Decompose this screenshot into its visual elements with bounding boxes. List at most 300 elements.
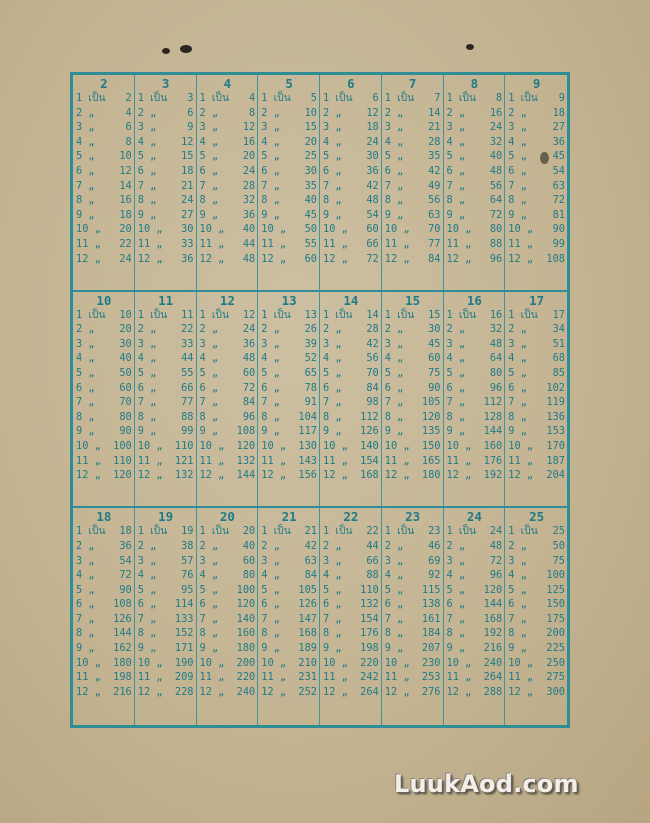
table-title: 9 [532,76,541,91]
multiplier: 1 เป็น [261,525,291,538]
table-row [138,322,194,337]
multiplier: 4 „ [384,135,404,148]
product: 13 [304,308,317,321]
multiplier: 10 „ [446,440,472,452]
table-row [323,366,379,381]
multiplier: 1 เป็น [199,92,229,104]
multiplier: 7 „ [323,179,342,192]
table-row [385,149,441,164]
product: 60 [119,381,132,394]
product: 63 [304,554,317,567]
table-row [261,439,317,454]
product: 114 [174,598,194,611]
multiplier: 12 „ [508,469,534,482]
table-row [76,179,132,194]
product: 10 [304,106,317,119]
multiplier: 11 „ [384,671,410,684]
product: 240 [483,656,503,669]
multiplier: 3 „ [261,337,280,350]
product: 50 [119,367,132,380]
table-row [447,164,503,179]
table-row [385,568,441,583]
multiplier: 9 „ [384,208,404,221]
product: 15 [181,150,194,163]
multiplier: 12 „ [446,469,472,482]
product: 150 [546,598,565,611]
table-row [76,106,132,121]
table-row [76,237,132,252]
table-row [323,135,379,150]
table-row [261,135,317,150]
product: 48 [242,352,256,365]
table-row [323,612,379,627]
table-row [447,351,503,366]
product: 120 [421,410,441,423]
multiplier: 8 „ [137,194,157,207]
product: 77 [428,237,441,250]
product: 4 [249,92,256,104]
product: 42 [366,337,379,350]
product: 84 [366,381,379,394]
multiplier: 1 เป็น [323,525,353,538]
table-row [508,91,565,106]
table-row [138,554,194,569]
product: 60 [428,352,441,365]
multiplier: 7 „ [76,179,95,192]
multiplier: 10 „ [137,440,163,452]
table-row [200,454,256,469]
product: 30 [304,164,317,177]
product: 253 [421,671,441,684]
table-row [261,337,317,352]
multiplier: 7 „ [137,179,157,192]
table-row [447,568,503,583]
table-row [447,252,503,267]
product: 154 [360,612,379,625]
multiplier: 7 „ [384,179,404,192]
product: 64 [489,352,503,365]
multiplier: 7 „ [446,396,466,409]
product: 171 [174,642,194,655]
product: 22 [366,525,379,538]
product: 126 [113,612,132,625]
table-row [447,583,503,598]
product: 144 [483,598,503,611]
product: 77 [181,396,194,409]
product: 112 [483,396,503,409]
product: 40 [489,150,503,163]
table-row [323,179,379,194]
table-row [76,524,132,539]
multiplier: 11 „ [446,671,472,684]
product: 33 [181,237,194,250]
table-row [200,337,256,352]
product: 16 [119,194,132,207]
product: 24 [366,135,379,148]
multiplier: 9 „ [384,642,404,655]
table-title: 14 [343,292,359,308]
multiplier: 6 „ [384,598,404,611]
product: 154 [360,454,379,467]
product: 21 [428,121,441,134]
table-row [261,656,317,671]
table-row [200,179,256,194]
multiplier: 11 „ [323,671,348,684]
product: 48 [489,164,503,177]
product: 133 [174,612,194,625]
multiplier: 2 „ [261,539,280,552]
product: 60 [304,252,317,265]
table-row [508,583,565,598]
multiplier: 4 „ [261,569,280,582]
product: 100 [113,440,132,452]
table-block-4 [197,75,259,292]
table-row [76,366,132,381]
table-row [508,222,565,237]
table-row [508,424,565,439]
table-row [261,641,317,656]
multiplier: 7 „ [446,612,466,625]
table-row [323,568,379,583]
table-row [508,539,565,554]
product: 120 [483,583,503,596]
multiplier: 2 „ [323,539,342,552]
multiplier: 8 „ [384,194,404,207]
table-row [385,424,441,439]
product: 120 [236,598,256,611]
table-row [200,308,256,323]
multiplier: 8 „ [137,410,157,423]
table-row [508,179,565,194]
table-row [76,468,132,483]
table-row [508,193,565,208]
table-row [447,656,503,671]
product: 20 [119,323,132,336]
product: 26 [304,323,317,336]
product: 102 [546,381,565,394]
table-row [323,222,379,237]
table-row [138,641,194,656]
multiplier: 1 เป็น [384,308,415,321]
multiplier: 5 „ [137,150,157,163]
multiplier: 9 „ [446,425,466,438]
multiplier: 8 „ [261,194,280,207]
table-row [323,641,379,656]
multiplier: 10 „ [446,656,472,669]
product: 25 [304,150,317,163]
multiplier: 5 „ [76,367,95,380]
multiplier: 6 „ [261,598,280,611]
multiplier: 8 „ [323,627,342,640]
product: 36 [181,252,194,265]
table-row [508,135,565,150]
table-row [261,670,317,685]
table-row [323,468,379,483]
multiplier: 6 „ [446,381,466,394]
product: 105 [298,583,317,596]
table-row [138,439,194,454]
multiplier: 6 „ [76,381,95,394]
multiplier: 2 „ [508,323,527,336]
product: 22 [181,323,194,336]
multiplier: 4 „ [323,569,342,582]
product: 72 [366,252,379,265]
multiplier: 10 „ [508,223,534,236]
multiplier: 3 „ [384,554,404,567]
table-row [508,685,565,700]
table-row [261,106,317,121]
multiplier: 5 „ [384,583,404,596]
product: 81 [552,208,565,221]
product: 90 [119,583,132,596]
table-row [200,252,256,267]
multiplier: 6 „ [384,381,404,394]
multiplier: 10 „ [323,223,348,236]
table-row [385,308,441,323]
product: 198 [360,642,379,655]
multiplier: 4 „ [446,135,466,148]
multiplier: 12 „ [446,685,472,698]
product: 138 [421,598,441,611]
multiplier: 4 „ [446,352,466,365]
product: 88 [489,237,503,250]
table-block-13 [258,292,320,509]
multiplier: 12 „ [76,685,101,698]
product: 23 [428,525,441,538]
product: 54 [119,554,132,567]
table-row [447,395,503,410]
product: 92 [428,569,441,582]
table-row [323,193,379,208]
product: 180 [113,656,132,669]
product: 240 [236,685,256,698]
multiplier: 4 „ [323,352,342,365]
table-row [447,135,503,150]
multiplier: 2 „ [261,323,280,336]
product: 132 [236,454,256,467]
product: 80 [119,410,132,423]
table-row [76,641,132,656]
multiplier: 10 „ [76,223,101,236]
product: 126 [360,425,379,438]
table-row [76,222,132,237]
table-row [508,568,565,583]
table-row [200,568,256,583]
product: 144 [236,469,256,482]
product: 100 [546,569,565,582]
table-block-16 [444,292,506,509]
table-row [385,237,441,252]
table-row [261,149,317,164]
table-row [323,120,379,135]
multiplier: 5 „ [76,150,95,163]
multiplier: 2 „ [384,539,404,552]
product: 96 [489,569,503,582]
multiplier: 7 „ [137,612,157,625]
product: 63 [428,208,441,221]
product: 24 [242,164,256,177]
multiplier: 4 „ [446,569,466,582]
table-row [200,120,256,135]
table-row [385,454,441,469]
table-row [76,135,132,150]
table-block-8 [444,75,506,292]
multiplier: 3 „ [199,121,219,134]
table-row [261,524,317,539]
table-row [138,410,194,425]
product: 5 [310,92,317,104]
table-row [76,424,132,439]
product: 189 [298,642,317,655]
table-row [200,626,256,641]
table-row [261,554,317,569]
table-row [447,337,503,352]
table-row [138,308,194,323]
multiplier: 2 „ [137,539,157,552]
multiplier: 6 „ [137,381,157,394]
multiplier: 8 „ [508,627,527,640]
product: 160 [483,440,503,452]
multiplier: 8 „ [446,194,466,207]
table-row [447,468,503,483]
product: 24 [242,323,256,336]
table-title: 4 [223,76,232,91]
product: 135 [421,425,441,438]
multiplier: 12 „ [137,469,163,482]
table-row [508,410,565,425]
multiplier: 4 „ [137,135,157,148]
table-block-22 [320,508,382,725]
multiplier: 8 „ [261,410,280,423]
multiplier: 9 „ [199,208,219,221]
multiplier: 11 „ [446,454,472,467]
table-row [447,597,503,612]
table-row [261,366,317,381]
multiplier: 3 „ [323,337,342,350]
product: 120 [236,440,256,452]
table-row [261,164,317,179]
product: 72 [489,208,503,221]
table-row [447,179,503,194]
multiplier: 7 „ [446,179,466,192]
multiplier: 6 „ [323,598,342,611]
multiplier: 11 „ [199,237,225,250]
multiplier: 6 „ [323,381,342,394]
table-row [76,351,132,366]
table-row [447,524,503,539]
table-title: 19 [158,509,174,525]
multiplier: 4 „ [137,352,157,365]
table-row [447,322,503,337]
table-row [138,106,194,121]
multiplier: 5 „ [199,583,219,596]
product: 32 [489,323,503,336]
multiplier: 10 „ [508,656,534,669]
table-row [138,237,194,252]
product: 24 [489,525,503,538]
multiplier: 1 เป็น [76,308,106,321]
table-row [385,410,441,425]
table-row [385,337,441,352]
table-row [200,164,256,179]
multiplier: 9 „ [508,208,527,221]
product: 42 [366,179,379,192]
table-row [323,670,379,685]
table-row [76,670,132,685]
multiplier: 2 „ [137,106,157,119]
table-block-6 [320,75,382,292]
table-row [200,322,256,337]
table-row [76,597,132,612]
multiplier: 12 „ [199,469,225,482]
table-row [447,381,503,396]
multiplier: 10 „ [137,223,163,236]
multiplier: 12 „ [261,685,287,698]
table-title: 3 [161,76,170,91]
multiplier: 6 „ [446,164,466,177]
table-row [385,322,441,337]
table-row [200,91,256,106]
table-row [508,612,565,627]
multiplier: 9 „ [323,642,342,655]
table-row [447,626,503,641]
multiplier: 10 „ [323,656,348,669]
table-row [385,641,441,656]
table-row [323,583,379,598]
multiplier: 10 „ [446,223,472,236]
table-row [200,395,256,410]
multiplier: 1 เป็น [137,92,168,104]
product: 140 [236,612,256,625]
table-row [138,91,194,106]
multiplier: 6 „ [508,381,527,394]
multiplier: 2 „ [199,106,219,119]
product: 108 [546,252,565,265]
table-row [138,656,194,671]
multiplier: 11 „ [384,237,410,250]
multiplier: 4 „ [261,135,280,148]
multiplier: 1 เป็น [323,92,353,104]
table-row [508,670,565,685]
table-row [508,322,565,337]
table-row [200,670,256,685]
product: 40 [242,223,256,236]
table-row [76,120,132,135]
product: 36 [119,539,132,552]
table-row [385,179,441,194]
product: 65 [304,367,317,380]
multiplier: 1 เป็น [508,525,538,538]
multiplier: 10 „ [384,223,410,236]
product: 80 [489,223,503,236]
product: 3 [187,92,194,104]
product: 88 [181,410,194,423]
multiplier: 1 เป็น [384,92,415,104]
product: 72 [242,381,256,394]
multiplier: 4 „ [199,135,219,148]
multiplier: 1 เป็น [199,525,229,538]
table-row [385,193,441,208]
multiplier: 11 „ [199,671,225,684]
table-row [138,222,194,237]
table-row [385,670,441,685]
product: 162 [113,642,132,655]
table-row [138,583,194,598]
table-row [200,149,256,164]
product: 105 [421,396,441,409]
product: 115 [421,583,441,596]
multiplier: 4 „ [76,352,95,365]
